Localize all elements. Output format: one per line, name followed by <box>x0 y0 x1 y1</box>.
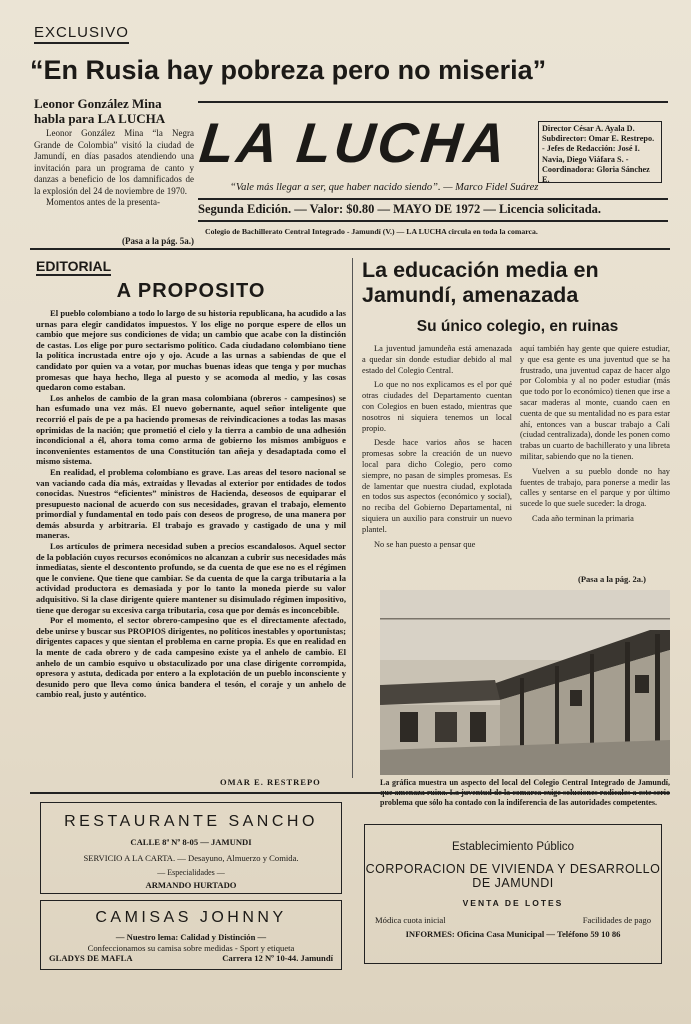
ad-corp-terms <box>365 914 661 926</box>
ad-corp-venta: VENTA DE LOTES <box>462 898 564 908</box>
masthead-rule-low <box>198 220 668 222</box>
school-building-image <box>380 590 670 775</box>
ad-johnny-name: CAMISAS JOHNNY <box>95 909 287 926</box>
ad-corp-left: Módica cuota inicial <box>375 915 446 925</box>
ad-johnny-owner: GLADYS DE MAFLA <box>49 953 133 963</box>
ad-sancho-address: CALLE 8ª Nº 8-05 — JAMUNDI <box>130 837 252 847</box>
ad-johnny-footer <box>41 953 341 964</box>
ad-corp-name: CORPORACION DE VIVIENDA Y DESARROLLO DE JAMUNDI <box>365 862 661 890</box>
article-continued: (Pasa a la pág. 2a.) <box>578 574 646 584</box>
column-divider <box>352 258 353 778</box>
ad-camisas-johnny <box>40 900 342 970</box>
editorial-body: El pueblo colombiano a todo lo largo de su historia republicana, ha acudido a las urnas para elegir candidatos impuestos. Y los elige no porque espere de ellos un cambio que mejore sus condiciones de vida; un cambio que acabe con la distinción de castas. Los elige por puro sectarismo político. Cada ciudadano colombiano tiene la política incrustada entre ojo y ojo. Acude a las urnas a sabiendas de que el candidato por quien va a votar, por muchas buenas ideas que tenga y por muchas promesas que haya hecho, llega al puesto y se acomoda al medio, y las cosas quedaron como estaban. Los anhelos de cambio de la gran masa colombiana (obreros - campesinos) se han esfumado una vez más. El nuevo gobernante, aquel señor inteligente que recorrió el país de pe a pa haciendo promesas de reivindicaciones a todas las masas oprimidas de la nación; que prometió el cielo y la tierra a cambio de una adhesión incondicional a él, ahora toma como arma de gobierno los mismos ambiguos e inconvenientes estamentos de una Constitución tan añeja y desadaptada como el mismo sistema. En realidad, el problema colombiano es grave. Las areas del tesoro nacional se van vaciando cada día más, extraídas y llevadas al exterior por entidades de todos conocidas. Nuestros “eficientes” ministros de Hacienda, deseosos de equiparar el presupuesto nacional de acuerdo con sus necesidades, gravan el trabajo, elemento primordial y fundamental en todo país con deseos de progreso, de una manera por demás absurda y arbitraria. El trabajo es gravado y castigado de una y mil maneras. Los artículos de primera necesidad suben a precios escandalosos. Aquel sector de la población cuyos recursos económicos no alcanzan a cubrir sus necesidades más inmediatas, siente el descontento profundo, se da cuenta de que ese no es el régimen que le conviene. Que tiene que cambiar. Se da cuenta de que la carga tributaria a la actividad productora es demasiada y por lo tanto la moneda pierde su valor adquisitivo. Si la clase dirigente quiere mantener su disimulado régimen impositivo, tiene que derogar su excesiva carga tributaria, cosa que por demás es inconcebible. Por el momento, el sector obrero-campesino que es el directamente afectado, debe unirse y buscar sus PROPIOS dirigentes, no políticos inestables y oportunistas; dirigentes capaces y que sientan el problema en carne propia. Es que en realidad en la mente de cada obrero y de cada campesino existe ya el anhelo de cambio. El anhelo de un cambio esquivo u obstaculizado por una clase dirigente corrompida, opresora y astuta, dedicada por entero a la explotación de un pueblo inconsciente y desunido pero que lleva como única bandera el tesón, el coraje y un anhelo de cambio real, justo y auténtico. <box>36 308 346 700</box>
section-rule <box>30 248 670 250</box>
article-headline: La educación media en Jamundí, amenazada <box>362 258 599 307</box>
ad-johnny-motto: — Nuestro lema: Calidad y Distinción — <box>115 932 267 942</box>
editorial-section-label: EDITORIAL <box>36 258 112 274</box>
interview-continued: (Pasa a la pág. 5a.) <box>122 236 194 246</box>
ad-johnny-line: Confeccionamos su camisa sobre medidas - Sport y etiqueta <box>87 943 295 953</box>
editorial-signature: OMAR E. RESTREPO <box>220 777 321 787</box>
ad-johnny-address: Carrera 12 Nº 10-44. Jamundí <box>222 953 333 963</box>
masthead-title: LA LUCHA <box>196 111 512 174</box>
kicker-label: EXCLUSIVO <box>34 24 129 44</box>
main-headline: “En Rusia hay pobreza pero no miseria” <box>30 55 547 85</box>
ad-corp-right: Facilidades de pago <box>582 915 651 925</box>
masthead-rule-mid <box>198 198 668 200</box>
publisher-line: Colegio de Bachillerato Central Integrado - Jamundí (V.) — LA LUCHA circula en toda la comarca. <box>205 227 538 236</box>
school-photo <box>380 590 670 775</box>
edition-line: Segunda Edición. — Valor: $0.80 — MAYO DE 1972 — Licencia solicitada. <box>198 202 602 216</box>
ad-sancho-spec: ARMANDO HURTADO <box>145 880 237 890</box>
interview-text: Leonor González Mina “la Negra Grande de Colombia” visitó la ciudad de Jamundí, en días pasados atendiendo una invitación para un programa de canto y danzas a beneficio de los damnificados de la explosión del 24 de noviembre de 1970. Momentos antes de la presenta- <box>34 128 194 207</box>
ad-corp-label: Establecimiento Público <box>451 841 575 853</box>
ads-rule <box>30 792 670 794</box>
editorial-title: A PROPOSITO <box>116 280 266 302</box>
ad-sancho-service: SERVICIO A LA CARTA. — Desayuno, Almuerzo y Comida. <box>83 853 299 863</box>
masthead-motto: “Vale más llegar a ser, que haber nacido siendo”. — Marco Fidel Suárez <box>230 182 539 193</box>
ad-corporacion-vivienda <box>364 824 662 964</box>
article-subhead: Su único colegio, en ruinas <box>416 318 619 335</box>
article-column-1: La juventud jamundeña está amenazada a quedar sin donde estudiar debido al mal estado del Colegio Central. Lo que no nos explicamos es el por qué otras ciudades del Departamento cuentan con Colegios en buen estado, mientras que nosotros ni siquiera tenemos un local propio. Desde hace varios años se hacen promesas sobre la creación de un nuevo local para dicho Colegio, pero como siempre, no pasan de simples promesas. Es de lamentar que nuestra ciudad, explotada en todos sus aspectos (económico y social), no reciba del Gobierno Departamental, ni siquiera un auxilio para construir un nuevo plantel. No se han puesto a pensar que <box>362 344 512 549</box>
ad-sancho-name: RESTAURANTE SANCHO <box>64 813 318 830</box>
staff-box: Director César A. Ayala D. Subdirector: Omar E. Restrepo. - Jefes de Redacción: José I. Navia, Diego Viáfara S. - Coordinadora: Gloria Sánchez E. <box>538 121 662 183</box>
ad-sancho-spec-label: — Especialidades — <box>157 868 225 877</box>
masthead-rule-top <box>198 101 668 103</box>
photo-caption: La gráfica muestra un aspecto del local del Colegio Central Integrado de Jamundí, problema que sólo ha contado con la indiferencia de las autoridades competentes. <box>380 778 670 807</box>
ad-restaurante-sancho <box>40 802 342 894</box>
interview-headline: Leonor González Mina habla para LA LUCHA <box>34 96 166 126</box>
article-column-2: aquí también hay gente que quiere estudiar, y que esa gente es una juventud que se ha frustrado, una juventud capaz de hacer algo por Colombia y al no poder estudiar (más que todo por lo económico) tienen que irse a sacar maderas al monte, cuando caen en cuenta de que su mentalidad no es para estar ahí, entonces van a buscar trabajo a Cali (ciudad centralizada), donde les ponen como trabas un cuarto de bachillerato y una libreta militar, sabiendo que no la tienen. Vuelven a su pueblo donde no hay fuentes de trabajo, para ponerse a medir las calles y sentarse en el parque y por último sucede lo que suele suceder: la droga. Cada año terminan la primaria <box>520 344 670 523</box>
ad-corp-info: INFORMES: Oficina Casa Municipal — Teléfono 59 10 86 <box>405 929 621 939</box>
